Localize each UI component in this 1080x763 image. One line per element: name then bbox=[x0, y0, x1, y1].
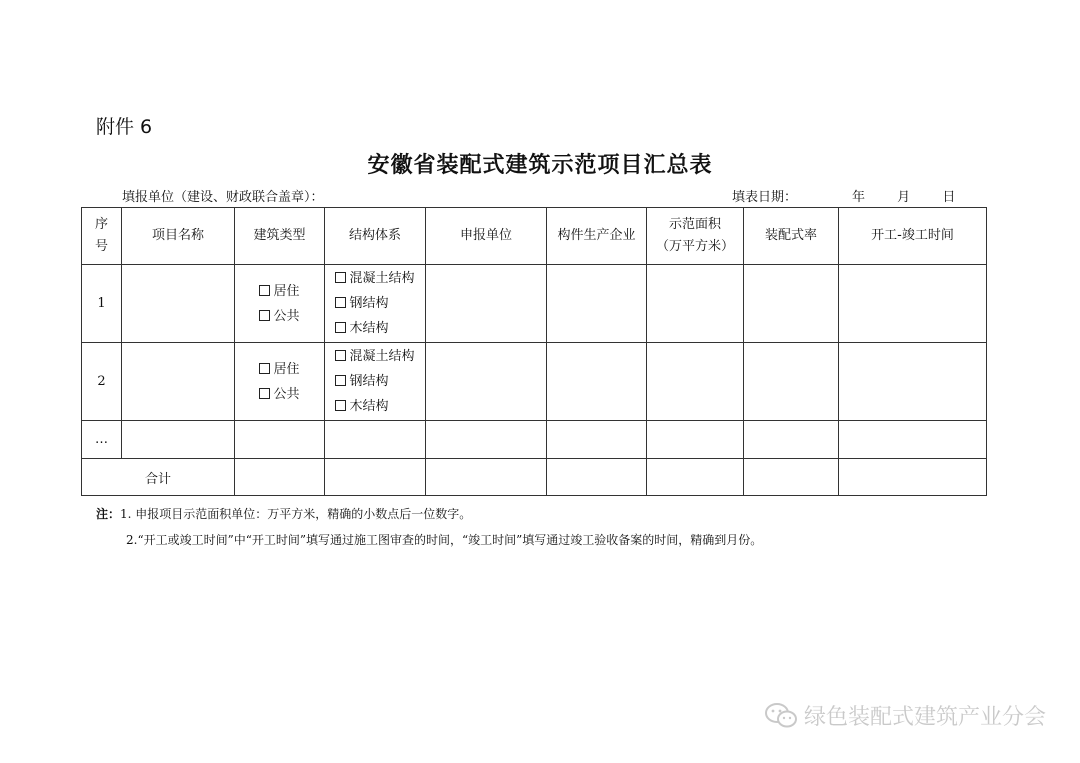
header-project-name: 项目名称 bbox=[122, 208, 235, 265]
header-row bbox=[82, 208, 987, 265]
option-public[interactable]: 公共 bbox=[259, 382, 299, 407]
option-wood[interactable]: 木结构 bbox=[335, 394, 414, 419]
cell-demo-area[interactable] bbox=[647, 343, 744, 421]
cell-prefab-rate[interactable] bbox=[744, 459, 839, 496]
option-steel[interactable]: 钢结构 bbox=[335, 291, 414, 316]
total-label: 合计 bbox=[82, 459, 235, 496]
cell-structure-system bbox=[325, 265, 426, 343]
option-wood[interactable]: 木结构 bbox=[335, 316, 414, 341]
table-row bbox=[82, 343, 987, 421]
option-concrete[interactable]: 混凝土结构 bbox=[335, 344, 414, 369]
total-row bbox=[82, 459, 987, 496]
checkbox-icon bbox=[335, 375, 346, 386]
cell-component-maker[interactable] bbox=[547, 265, 647, 343]
option-residential[interactable]: 居住 bbox=[259, 357, 299, 382]
cell-applicant[interactable] bbox=[426, 343, 547, 421]
cell-component-maker[interactable] bbox=[547, 343, 647, 421]
header-start-end-time: 开工-竣工时间 bbox=[839, 208, 987, 265]
attachment-label: 附件 6 bbox=[96, 116, 153, 138]
cell-project-name[interactable] bbox=[122, 265, 235, 343]
row-seq: 1 bbox=[82, 265, 122, 343]
summary-table bbox=[81, 207, 987, 496]
cell-start-end-time[interactable] bbox=[839, 343, 987, 421]
cell-prefab-rate[interactable] bbox=[744, 343, 839, 421]
cell-prefab-rate[interactable] bbox=[744, 265, 839, 343]
header-building-type: 建筑类型 bbox=[235, 208, 325, 265]
cell-structure-system bbox=[325, 343, 426, 421]
option-concrete[interactable]: 混凝土结构 bbox=[335, 266, 414, 291]
header-applicant: 申报单位 bbox=[426, 208, 547, 265]
notes bbox=[96, 501, 762, 553]
cell-component-maker[interactable] bbox=[547, 459, 647, 496]
header-seq: 序 号 bbox=[82, 208, 122, 265]
cell-applicant[interactable] bbox=[426, 421, 547, 459]
cell-demo-area[interactable] bbox=[647, 459, 744, 496]
header-prefab-rate: 装配式率 bbox=[744, 208, 839, 265]
cell-component-maker[interactable] bbox=[547, 421, 647, 459]
date-month: 月 bbox=[897, 190, 911, 205]
checkbox-icon bbox=[335, 297, 346, 308]
option-residential[interactable]: 居住 bbox=[259, 279, 299, 304]
note-1: 注：1. 申报项目示范面积单位：万平方米，精确的小数点后一位数字。 bbox=[96, 507, 472, 521]
fill-date-fields bbox=[852, 186, 983, 205]
cell-building-type bbox=[235, 265, 325, 343]
date-day: 日 bbox=[942, 190, 956, 205]
cell-prefab-rate[interactable] bbox=[744, 421, 839, 459]
cell-applicant[interactable] bbox=[426, 265, 547, 343]
watermark bbox=[764, 700, 1046, 731]
table-row bbox=[82, 265, 987, 343]
row-ellipsis: … bbox=[82, 421, 122, 459]
date-year: 年 bbox=[852, 190, 866, 205]
wechat-icon bbox=[764, 702, 798, 730]
option-public[interactable]: 公共 bbox=[259, 304, 299, 329]
checkbox-icon bbox=[259, 388, 270, 399]
cell-project-name[interactable] bbox=[122, 421, 235, 459]
option-steel[interactable]: 钢结构 bbox=[335, 369, 414, 394]
cell-structure-system[interactable] bbox=[325, 421, 426, 459]
cell-start-end-time[interactable] bbox=[839, 421, 987, 459]
checkbox-icon bbox=[335, 322, 346, 333]
checkbox-icon bbox=[259, 310, 270, 321]
checkbox-icon bbox=[259, 363, 270, 374]
header-structure-system: 结构体系 bbox=[325, 208, 426, 265]
cell-structure-system[interactable] bbox=[325, 459, 426, 496]
header-component-maker: 构件生产企业 bbox=[547, 208, 647, 265]
fill-unit-label: 填报单位（建设、财政联合盖章）： bbox=[122, 190, 324, 205]
checkbox-icon bbox=[335, 400, 346, 411]
checkbox-icon bbox=[335, 350, 346, 361]
watermark-text: 绿色装配式建筑产业分会 bbox=[803, 705, 1046, 730]
checkbox-icon bbox=[259, 285, 270, 296]
cell-building-type[interactable] bbox=[235, 421, 325, 459]
cell-start-end-time[interactable] bbox=[839, 459, 987, 496]
note-2: 2.“开工或竣工时间”中“开工时间”填写通过施工图审查的时间，“竣工时间”填写通过竣工验收备案的时间，精确到月份。 bbox=[126, 533, 763, 547]
header-demo-area: 示范面积 （万平方米） bbox=[647, 208, 744, 265]
fill-date-label: 填表日期： bbox=[732, 190, 798, 205]
cell-building-type bbox=[235, 343, 325, 421]
row-seq: 2 bbox=[82, 343, 122, 421]
cell-demo-area[interactable] bbox=[647, 265, 744, 343]
cell-building-type[interactable] bbox=[235, 459, 325, 496]
ellipsis-row bbox=[82, 421, 987, 459]
document-title: 安徽省装配式建筑示范项目汇总表 bbox=[367, 153, 713, 178]
cell-project-name[interactable] bbox=[122, 343, 235, 421]
checkbox-icon bbox=[335, 272, 346, 283]
cell-start-end-time[interactable] bbox=[839, 265, 987, 343]
cell-demo-area[interactable] bbox=[647, 421, 744, 459]
cell-applicant[interactable] bbox=[426, 459, 547, 496]
